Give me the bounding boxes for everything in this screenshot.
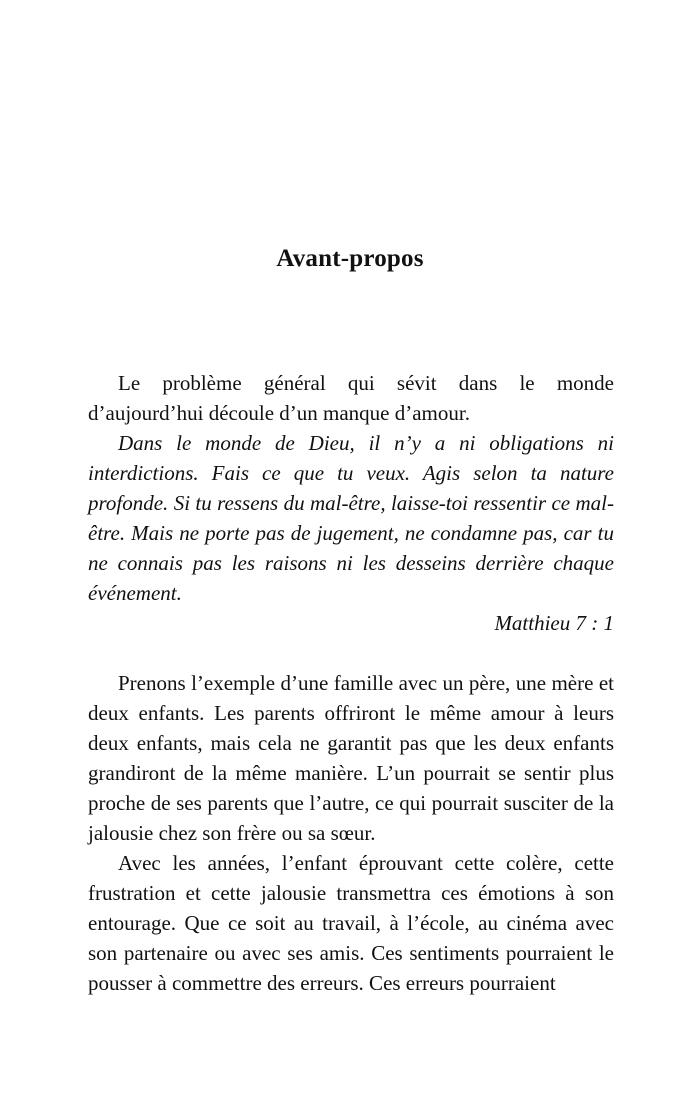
- paragraph-family-example: Prenons l’exemple d’une famille avec un père, une mère et deux enfants. Les parents offriront le même amour à leurs deux enfants, mais cela ne garantit pas que les deux enfants grandiront de la même manière. L’un pourrait se sentir plus proche de ses parents que l’autre, ce qui pourrait susciter de la jalousie chez son frère ou sa sœur.: [88, 671, 614, 845]
- page-title: Avant-propos: [276, 245, 424, 272]
- paragraph-years: Avec les années, l’enfant éprouvant cette colère, cette frustration et cette jalousie transmettra ces émotions à son entourage. Que ce soit au travail, à l’école, au cinéma avec son partenaire ou avec ses amis. Ces sentiments pourraient le pousser à commettre des erreurs. Ces erreurs pourraient: [88, 851, 614, 995]
- paragraph-spacer: [88, 638, 614, 668]
- quote-reference: Matthieu 7 : 1: [494, 611, 614, 635]
- quote-paragraph: Dans le monde de Dieu, il n’y a ni obligations ni interdictions. Fais ce que tu veux. Agis selon ta nature profonde. Si tu ressens du mal-être, laisse-toi ressentir ce mal-être. Mais ne porte pas de jugement, ne condamne pas, car tu ne connais pas les raisons ni les desseins derrière chaque événement.: [88, 431, 614, 605]
- paragraph-intro: Le problème général qui sévit dans le monde d’aujourd’hui découle d’un manque d’amour.: [88, 371, 614, 425]
- page-body: [88, 368, 614, 998]
